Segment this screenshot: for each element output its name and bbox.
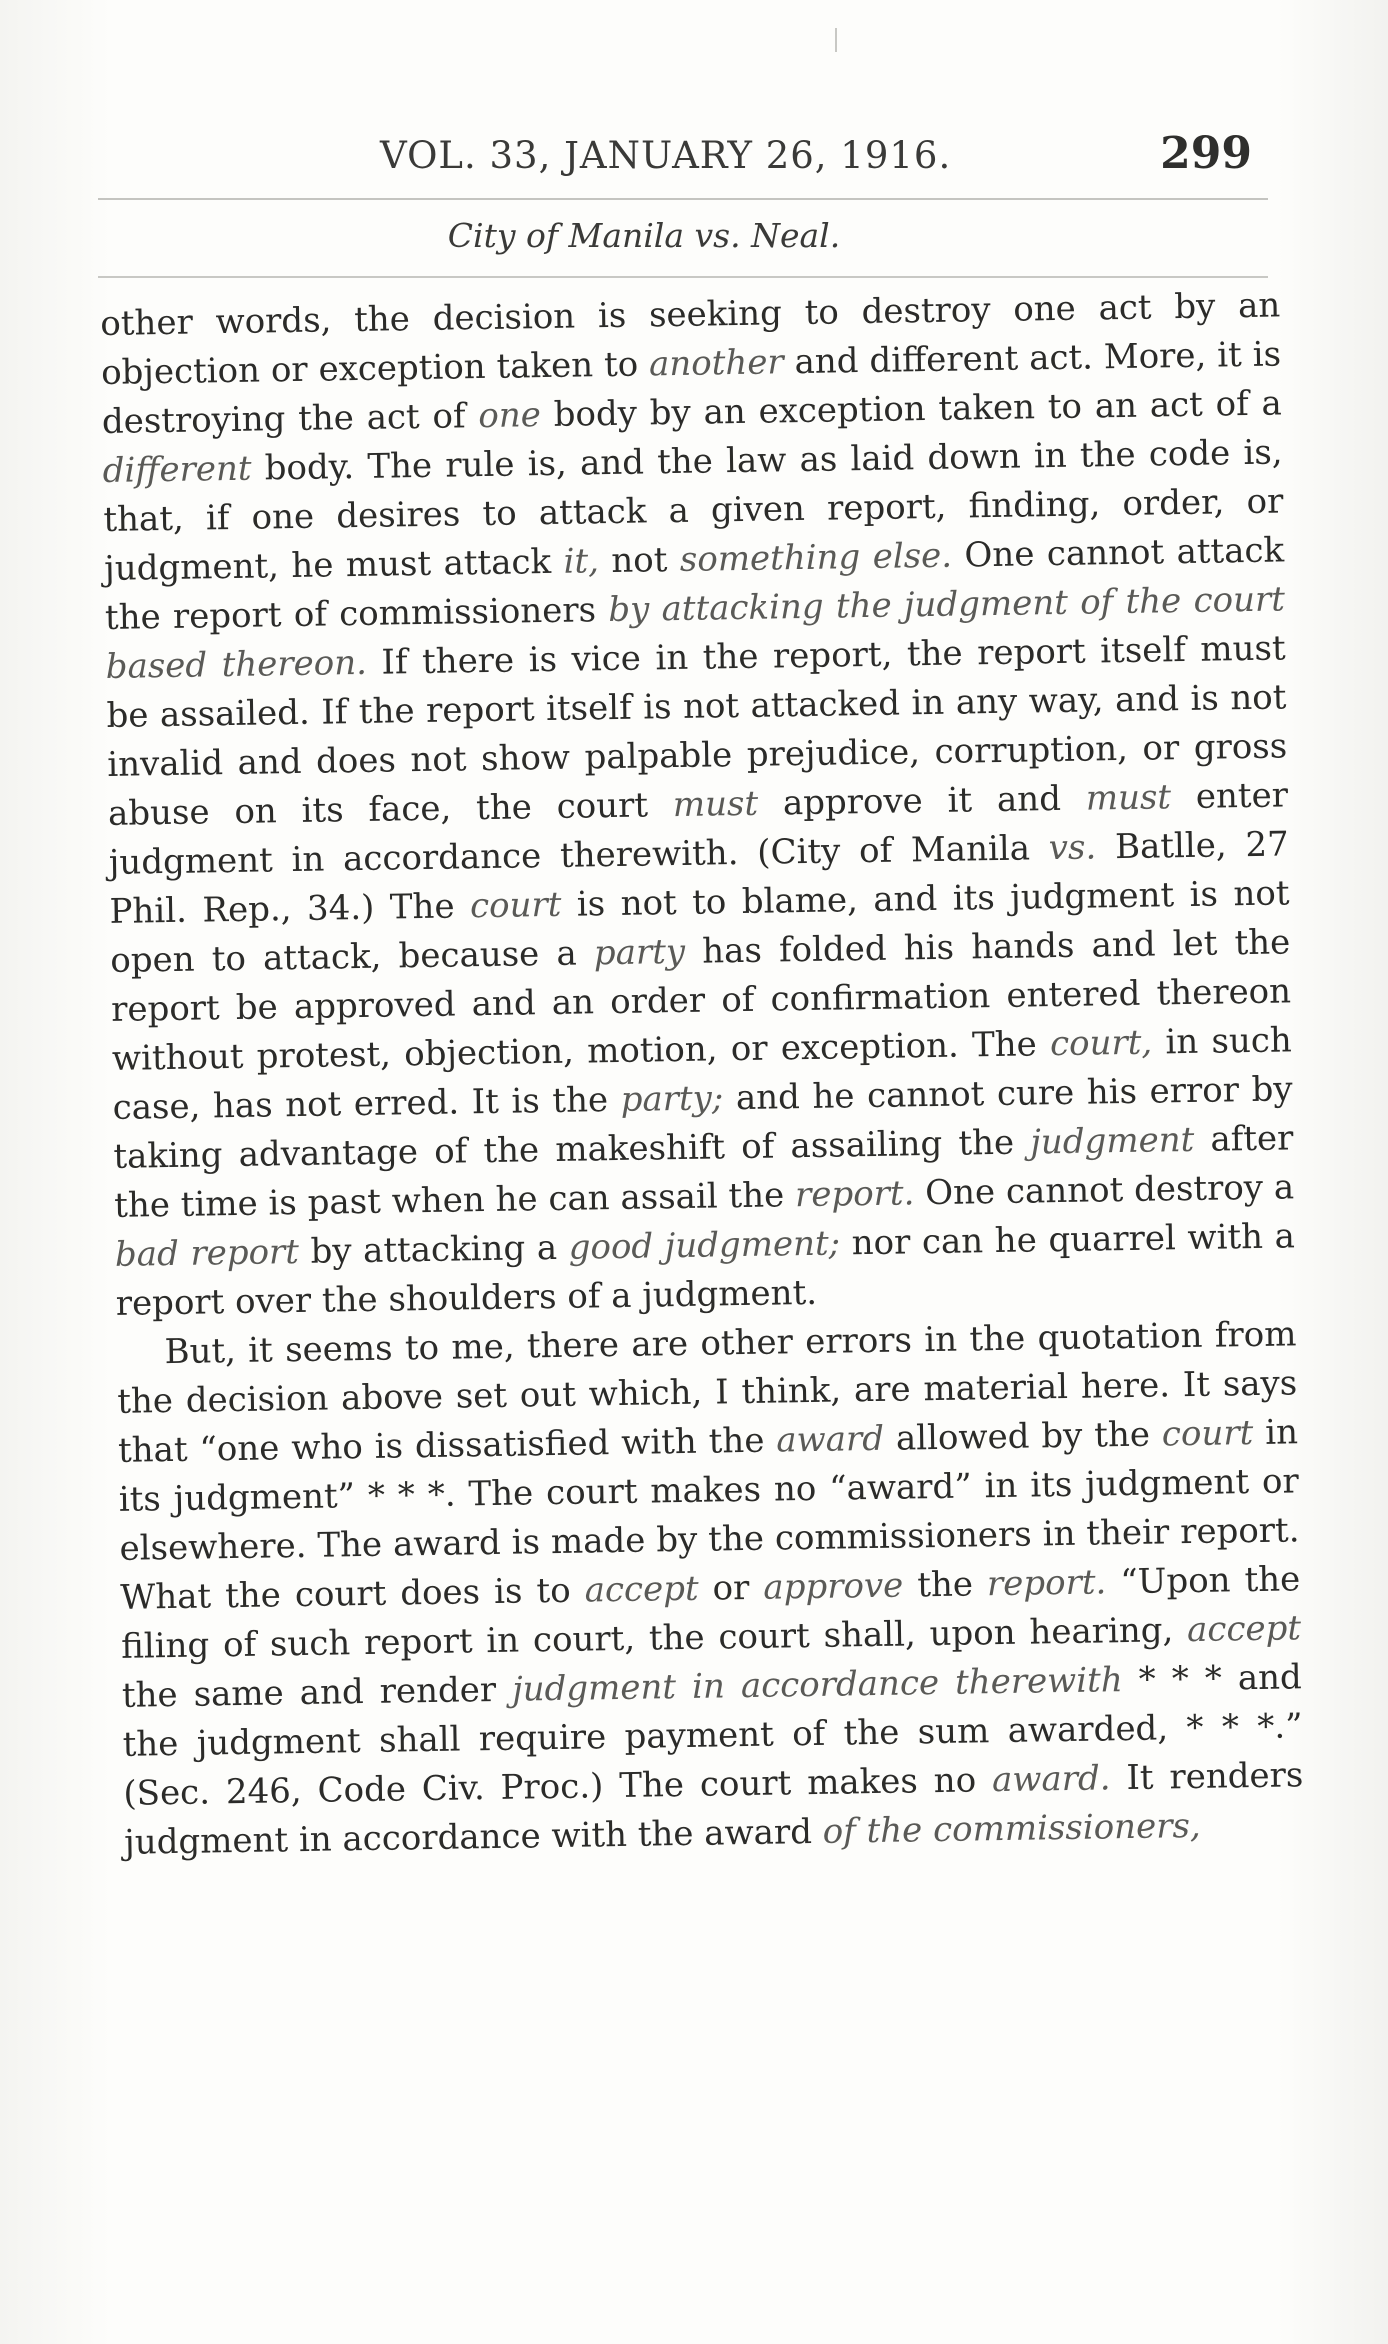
emphasis: report. <box>794 1173 915 1216</box>
text-run: If there is vice in the report, the report itself must be assailed. If the report itself is not attacked in any way, and is not invalid and does not show palpable prejudice, corruption, or gross abuse on its face, the court <box>106 628 1288 834</box>
text-run: the same and render <box>121 1669 513 1716</box>
text-run: and he cannot cure his error by taking advantage of the makeshift of assailing the <box>113 1069 1293 1177</box>
header-rule-top <box>98 198 1268 200</box>
text-run: But, it seems to me, there are other errors in the quotation from the decision above set out which, I think, are material here. It says that “one who is dissatisfied with the <box>116 1314 1298 1471</box>
text-run: is not to blame, and its judgment is not open to attack, because a <box>110 873 1290 981</box>
text-run: * * * and the judgment shall require payment of the sum awarded, * * *.” (Sec. 246, Code Civ. Proc.) The court makes no <box>122 1657 1303 1814</box>
text-run: not <box>598 539 681 582</box>
emphasis: must <box>1085 777 1172 819</box>
text-run: in its judgment” * * *. The court makes no “award” in its judgment or elsewhere. The award is made by the commissioners in their report. What the court does is to <box>118 1412 1300 1618</box>
text-run: body by an exception taken to an act of a <box>540 383 1283 436</box>
running-head: VOL. 33, JANUARY 26, 1916. <box>380 134 952 177</box>
emphasis: by attacking the judgment of the court based thereon. <box>105 579 1286 687</box>
emphasis: accept <box>1186 1608 1302 1651</box>
emphasis: another <box>648 342 784 385</box>
text-run: approve it and <box>757 778 1087 824</box>
emphasis: report. <box>986 1562 1107 1605</box>
emphasis: bad report <box>114 1231 300 1275</box>
emphasis: judgment <box>1030 1119 1195 1163</box>
case-title: City of Manila vs. Neal. <box>447 216 841 255</box>
text-run: and different act. More, it is destroying the act of <box>101 334 1282 442</box>
text-run: Batlle, 27 Phil. Rep., 34.) The <box>109 824 1290 932</box>
emphasis: award. <box>991 1758 1111 1801</box>
paragraph-1 <box>100 281 1296 1328</box>
emphasis: one <box>478 395 542 437</box>
text-run: other words, the decision is seeking to destroy one act by an objection or exception taken to <box>100 285 1281 393</box>
text-run: “Upon the filing of such report in court, the court shall, upon hearing, <box>120 1559 1301 1667</box>
paragraph-2 <box>116 1310 1304 1867</box>
text-run: after the time is past when he can assail the <box>113 1118 1294 1226</box>
emphasis: of the commissioners, <box>822 1805 1201 1852</box>
text-run: the <box>902 1564 988 1606</box>
header-rule-bottom <box>98 276 1268 278</box>
emphasis: something else. <box>679 535 953 580</box>
emphasis: must <box>672 783 759 826</box>
text-run: has folded his hands and let the report be approved and an order of confirmation entered thereon without protest, objection, motion, or exception. The <box>110 922 1292 1079</box>
scan-artifact <box>835 28 837 52</box>
text-run: in such case, has not erred. It is the <box>112 1020 1293 1128</box>
emphasis: accept <box>584 1568 699 1611</box>
text-run: It renders judgment in accordance with the award <box>123 1755 1304 1863</box>
page-number: 299 <box>1160 128 1252 179</box>
emphasis: approve <box>763 1565 904 1608</box>
emphasis: party; <box>620 1078 724 1120</box>
text-run: body. The rule is, and the law as laid down in the code is, that, if one desires to attack a given report, finding, order, or judgment, he must attack <box>103 432 1284 589</box>
text-run: by attacking a <box>298 1227 569 1272</box>
text-run: allowed by the <box>883 1414 1163 1459</box>
text-run: nor can he quarrel with a report over the shoulders of a judgment. <box>115 1216 1296 1324</box>
text-run: or <box>698 1567 764 1609</box>
body-text <box>100 281 1304 1867</box>
text-run: One cannot attack the report of commissioners <box>104 530 1285 638</box>
text-run: One cannot destroy a <box>914 1167 1295 1214</box>
page-header <box>100 128 1260 188</box>
emphasis: different <box>102 448 252 491</box>
emphasis: court <box>1161 1413 1254 1455</box>
case-title-row <box>0 216 1388 255</box>
emphasis: good judgment; <box>568 1223 841 1268</box>
text-run: enter judgment in accordance therewith. (City of Manila <box>108 775 1289 883</box>
emphasis: award <box>776 1418 885 1461</box>
emphasis: court, <box>1049 1022 1153 1065</box>
emphasis: party <box>593 931 686 974</box>
emphasis: court <box>469 884 562 927</box>
emphasis: it, <box>563 541 600 582</box>
emphasis: vs. <box>1048 827 1097 869</box>
emphasis: judgment in accordance therewith <box>511 1660 1123 1710</box>
